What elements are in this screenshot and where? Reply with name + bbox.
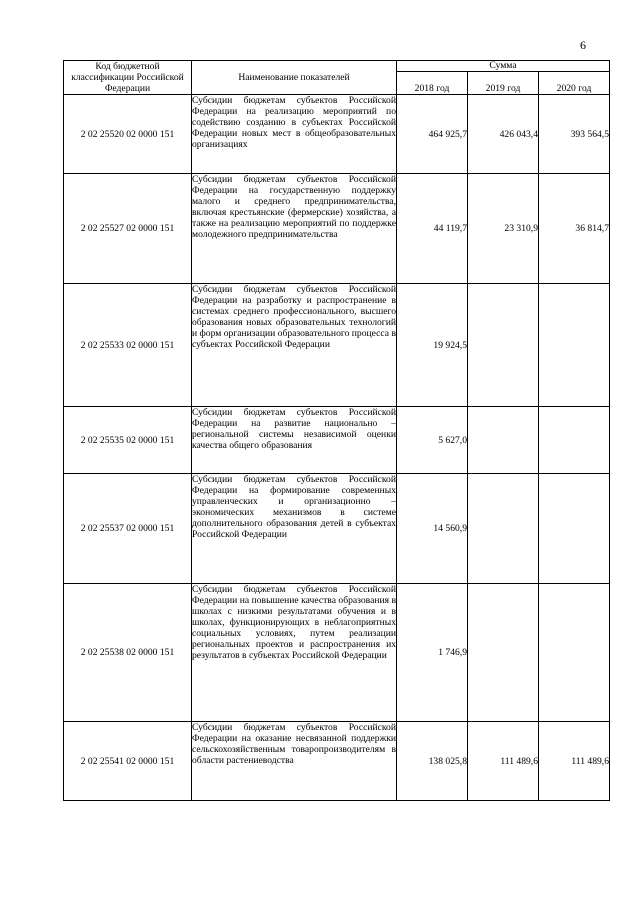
row-value-2018: 138 025,8 bbox=[397, 722, 468, 801]
row-value-2019: 426 043,4 bbox=[468, 95, 539, 174]
row-value-2018: 14 560,9 bbox=[397, 474, 468, 584]
row-code: 2 02 25535 02 0000 151 bbox=[64, 407, 192, 474]
row-code: 2 02 25541 02 0000 151 bbox=[64, 722, 192, 801]
row-value-2019 bbox=[468, 584, 539, 722]
row-value-2019 bbox=[468, 474, 539, 584]
row-value-2020 bbox=[539, 284, 610, 407]
row-value-2018: 5 627,0 bbox=[397, 407, 468, 474]
row-value-2020 bbox=[539, 407, 610, 474]
row-code: 2 02 25527 02 0000 151 bbox=[64, 174, 192, 284]
row-name: Субсидии бюджетам субъектов Российской Федерации на реализацию мероприятий по содействию созданию в субъектах Российской Федерации новых мест в общеобразовательных организациях bbox=[192, 95, 397, 174]
table-body bbox=[64, 95, 610, 801]
row-value-2018: 464 925,7 bbox=[397, 95, 468, 174]
row-name: Субсидии бюджетам субъектов Российской Федерации на оказание несвязанной поддержки сельскохозяйственным товаропроизводителям в области растениеводства bbox=[192, 722, 397, 801]
table-row bbox=[64, 474, 610, 584]
table-row bbox=[64, 174, 610, 284]
row-value-2020 bbox=[539, 584, 610, 722]
row-name: Субсидии бюджетам субъектов Российской Федерации на повышение качества образования в школах с низкими результатами обучения и в школах, функционирующих в неблагоприятных социальных условиях, путем реализации региональных проектов и распространения их результатов в субъектах Российской Федерации bbox=[192, 584, 397, 722]
row-value-2019: 23 310,9 bbox=[468, 174, 539, 284]
row-value-2018: 44 119,7 bbox=[397, 174, 468, 284]
header-code: Код бюджетной классификации Российской Федерации bbox=[64, 61, 192, 95]
header-year-2019: 2019 год bbox=[468, 72, 539, 95]
row-code: 2 02 25537 02 0000 151 bbox=[64, 474, 192, 584]
row-code: 2 02 25533 02 0000 151 bbox=[64, 284, 192, 407]
budget-table bbox=[63, 60, 610, 801]
header-year-2020: 2020 год bbox=[539, 72, 610, 95]
row-code: 2 02 25520 02 0000 151 bbox=[64, 95, 192, 174]
table-row bbox=[64, 95, 610, 174]
row-value-2019: 111 489,6 bbox=[468, 722, 539, 801]
row-name: Субсидии бюджетам субъектов Российской Федерации на развитие национально – региональной системы независимой оценки качества общего образования bbox=[192, 407, 397, 474]
row-value-2020: 36 814,7 bbox=[539, 174, 610, 284]
row-value-2019 bbox=[468, 284, 539, 407]
row-name: Субсидии бюджетам субъектов Российской Федерации на формирование современных управленческих и организационно – экономических механизмов в системе дополнительного образования детей в субъектах Российской Федерации bbox=[192, 474, 397, 584]
table-row bbox=[64, 407, 610, 474]
row-code: 2 02 25538 02 0000 151 bbox=[64, 584, 192, 722]
table-row bbox=[64, 284, 610, 407]
table-row bbox=[64, 722, 610, 801]
row-value-2020: 393 564,5 bbox=[539, 95, 610, 174]
row-value-2018: 1 746,9 bbox=[397, 584, 468, 722]
header-sum: Сумма bbox=[397, 61, 610, 72]
table-header bbox=[64, 61, 610, 95]
table-row bbox=[64, 584, 610, 722]
row-name: Субсидии бюджетам субъектов Российской Федерации на государственную поддержку малого и среднего предпринимательства, включая крестьянские (фермерские) хозяйства, а также на реализацию мероприятий по поддержке молодежного предпринимательства bbox=[192, 174, 397, 284]
row-value-2019 bbox=[468, 407, 539, 474]
row-name: Субсидии бюджетам субъектов Российской Федерации на разработку и распространение в системах среднего профессионального, высшего образования новых образовательных технологий и форм организации образовательного процесса в субъектах Российской Федерации bbox=[192, 284, 397, 407]
header-name: Наименование показателей bbox=[192, 61, 397, 95]
row-value-2018: 19 924,5 bbox=[397, 284, 468, 407]
header-year-2018: 2018 год bbox=[397, 72, 468, 95]
row-value-2020: 111 489,6 bbox=[539, 722, 610, 801]
row-value-2020 bbox=[539, 474, 610, 584]
page-number: 6 bbox=[580, 38, 586, 52]
